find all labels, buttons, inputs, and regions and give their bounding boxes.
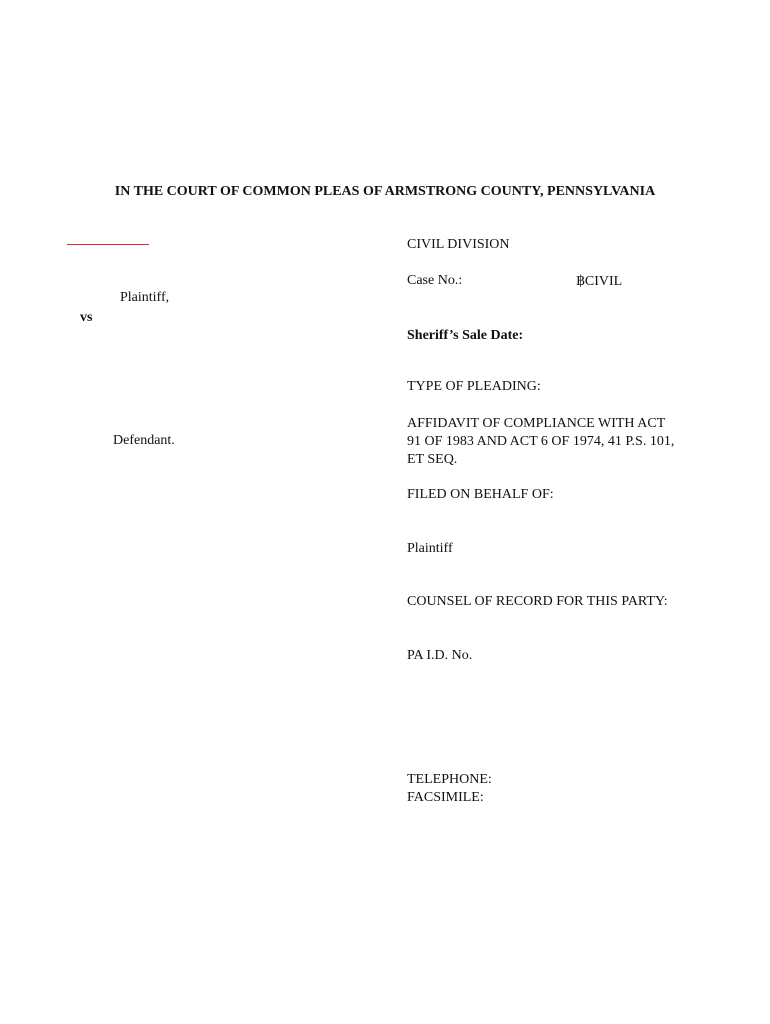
defendant-label: Defendant. — [113, 433, 175, 448]
pleading-line: ET SEQ. — [407, 452, 458, 467]
court-title: IN THE COURT OF COMMON PLEAS OF ARMSTRONG COUNTY, PENNSYLVANIA — [114, 184, 656, 199]
filed-on-behalf-value: Plaintiff — [407, 541, 453, 556]
pleading-line: AFFIDAVIT OF COMPLIANCE WITH ACT — [407, 416, 666, 431]
pa-id-label: PA I.D. No. — [407, 648, 473, 663]
pleading-title — [407, 415, 707, 469]
plaintiff-label: Plaintiff, — [120, 290, 170, 305]
telephone-label: TELEPHONE: — [407, 772, 492, 787]
civil-division: CIVIL DIVISION — [407, 237, 510, 252]
filed-on-behalf-label: FILED ON BEHALF OF: — [407, 487, 554, 502]
case-suffix: ฿CIVIL — [576, 274, 623, 289]
counsel-of-record-label: COUNSEL OF RECORD FOR THIS PARTY: — [407, 594, 668, 609]
pleading-line: 91 OF 1983 AND ACT 6 OF 1974, 41 P.S. 101, — [407, 434, 675, 449]
facsimile-label: FACSIMILE: — [407, 790, 484, 805]
vs-label: vs — [80, 310, 93, 325]
sheriff-sale-date-label: Sheriff’s Sale Date: — [407, 328, 524, 343]
type-of-pleading-label: TYPE OF PLEADING: — [407, 379, 541, 394]
plaintiff-name-underline — [67, 244, 149, 245]
case-no-label: Case No.: — [407, 273, 463, 288]
